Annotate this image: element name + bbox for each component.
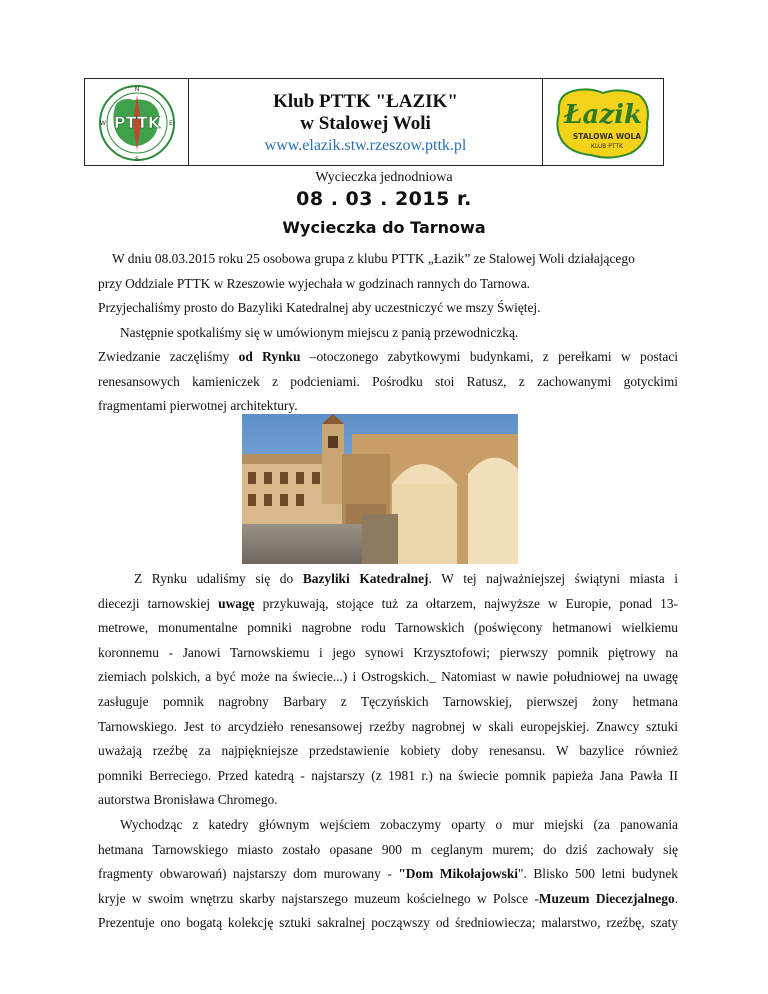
svg-text:E: E [169, 120, 173, 127]
text-line: ziemiach polskich, a być może na świecie...) i Ostrogskich._ Natomiast w nawie południowej na uwagę [98, 669, 678, 685]
rynek-photo [242, 414, 518, 564]
paragraph-rynek [98, 345, 678, 419]
svg-text:KLUB PTTK: KLUB PTTK [590, 143, 624, 150]
text-line: metrowe, monumentalne pomniki nagrobne rodu Tarnowskich (poświęcony hetmanowi wielkiemu [98, 620, 678, 636]
text-line: diecezji tarnowskiej uwagę przykuwają, stojące tuż za ołtarzem, najwyższe w Europie, ponad 13- [98, 595, 678, 611]
text-line: autorstwa Bronisława Chromego. [98, 792, 278, 808]
paragraph-bazylika [98, 567, 678, 813]
text-line: renesansowych kamieniczek z podcieniami. Pośrodku stoi Ratusz, z zachowanymi gotyckimi [98, 373, 678, 389]
svg-text:STALOWA WOLA: STALOWA WOLA [572, 132, 642, 141]
text-line: Zwiedzanie zaczęliśmy od Rynku –otoczonego zabytkowymi budynkami, z perełkami w postaci [98, 349, 678, 364]
lazik-logo-cell [543, 79, 663, 165]
text-line: W dniu 08.03.2015 roku 25 osobowa grupa z klubu PTTK „Łazik” ze Stalowej Woli działającego [112, 251, 635, 266]
club-info-cell [189, 79, 543, 165]
text-line: Wychodząc z katedry głównym wejściem zobaczymy oparty o mur miejski (za panowania [120, 817, 678, 832]
pttk-compass-logo [92, 83, 182, 163]
text-line: Przyjechaliśmy prosto do Bazyliki Katedralnej aby uczestniczyć we mszy Świętej. [98, 300, 541, 316]
text-line: Prezentuje ono bogatą kolekcję sztuki sakralnej począwszy od średniowiecza; malarstwo, rzeźbę, szaty [98, 915, 678, 931]
text-line: Tarnowskiego. Jest to arcydzieło renesansowej rzeźby nagrobnej w skali europejskiej. Znawcy sztuki [98, 718, 678, 734]
trip-date: 08 . 03 . 2015 r. [296, 188, 472, 210]
text-line: zasługuje pomnik nagrobny Barbary z Tęczyńskich Tarnowskiej, pierwszej żony hetmana [98, 693, 678, 709]
text-line: pomniki Berreciego. Przed katedrą - najstarszy (z 1981 r.) na świecie pomnik papieża Jana Pawła II [98, 767, 678, 783]
text-line: uważają rzeźbę za najpiękniejsze przedstawienie kobiety doby renesansu. W bazylice również [98, 743, 678, 759]
text-line: przy Oddziale PTTK w Rzeszowie wyjechała w godzinach rannych do Tarnowa. [98, 275, 530, 291]
svg-text:PTTK: PTTK [113, 113, 161, 132]
tarnow-market-photo [242, 414, 518, 564]
lazik-logo [551, 83, 655, 163]
text-line: fragmenty obwarowań) najstarszy dom murowany - "Dom Mikołajowski". Blisko 500 letni budynek [98, 866, 678, 882]
text-line: hetmana Tarnowskiego miasto zostało opasane 900 m ceglanym murem; do dziś zachowały się [98, 841, 678, 857]
club-name: Klub PTTK "ŁAZIK" [273, 91, 458, 112]
text-line: koronnemu - Janowi Tarnowskiemu i jego synowi Krzysztofowi; pierwszy pomnik piętrowy na [98, 644, 678, 660]
svg-text:S: S [135, 156, 139, 163]
text-line: fragmentami pierwotnej architektury. [98, 398, 298, 414]
paragraph-intro [98, 247, 678, 345]
header-table [84, 78, 664, 166]
svg-text:W: W [100, 120, 106, 127]
text-line: kryje w swoim wnętrzu skarby najstarszego muzeum kościelnego w Polsce -Muzeum Diecezjalnego. [98, 890, 678, 906]
svg-text:Łazik: Łazik [564, 100, 642, 130]
pttk-logo-cell [85, 79, 189, 165]
paragraph-dom-mikolajowski [98, 813, 678, 936]
club-url-link[interactable]: www.elazik.stw.rzeszow.pttk.pl [264, 137, 467, 154]
text-line: Z Rynku udaliśmy się do Bazyliki Katedralnej. W tej najważniejszej świątyni miasta i [134, 571, 678, 586]
trip-type: Wycieczka jednodniowa [315, 170, 453, 185]
club-city: w Stalowej Woli [300, 113, 431, 134]
trip-title: Wycieczka do Tarnowa [282, 218, 486, 237]
svg-text:N: N [134, 86, 140, 93]
text-line: Następnie spotkaliśmy się w umówionym miejscu z panią przewodniczką. [120, 324, 519, 340]
